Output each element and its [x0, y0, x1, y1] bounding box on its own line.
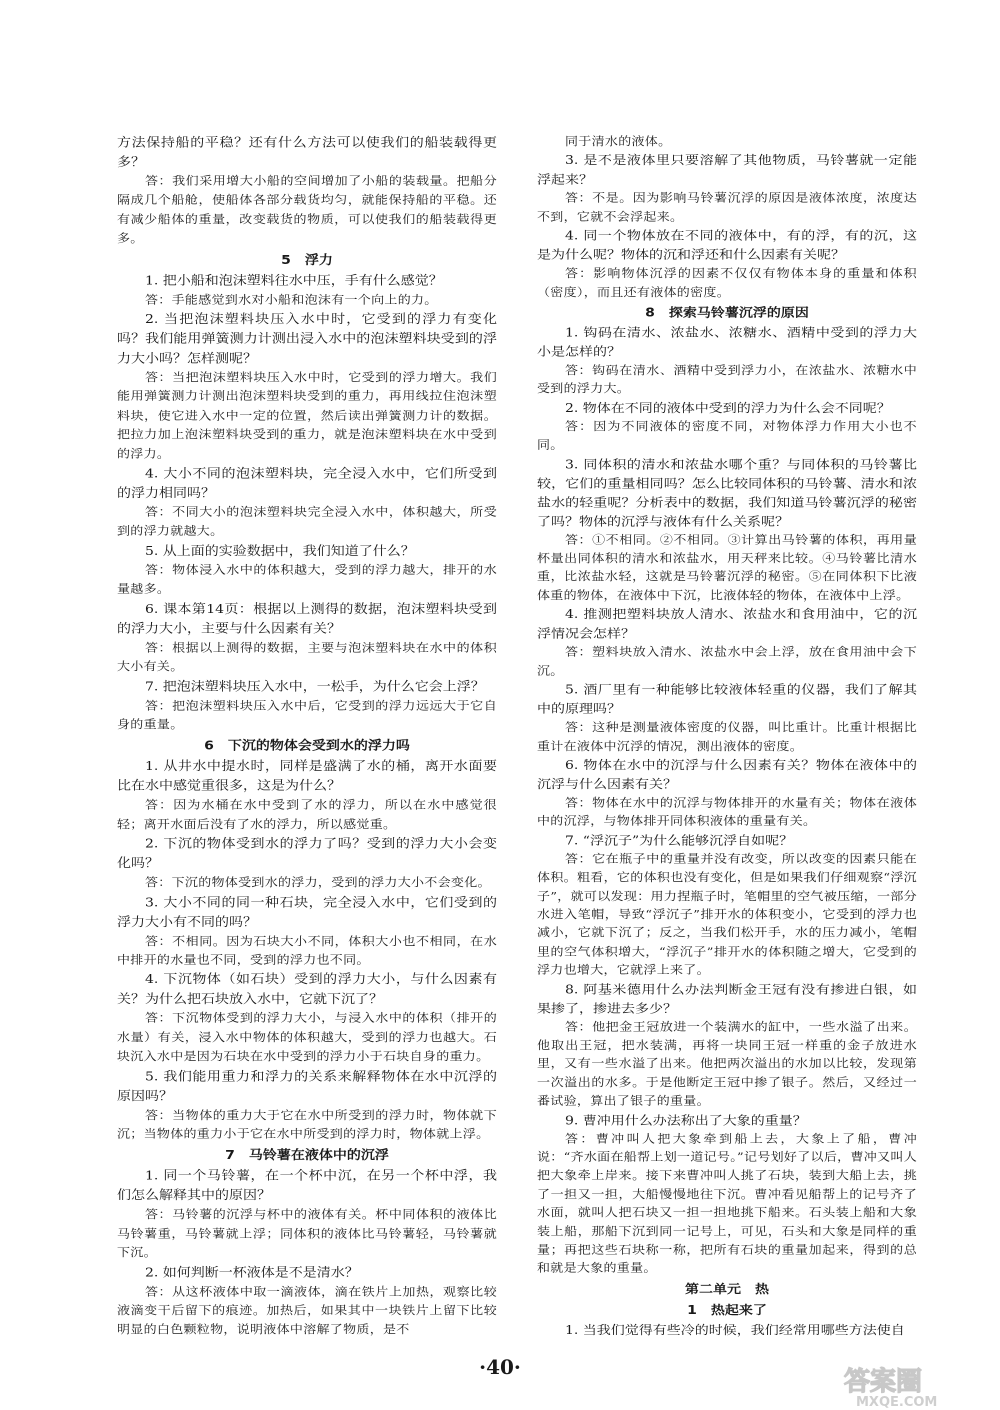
question-text: 3. 是不是液体里只要溶解了其他物质，马铃薯就一定能浮起来？ — [537, 154, 917, 188]
answer-text: 答：当把泡沫塑料块压入水中时，它受到的浮力增大。我们能用弹簧测力计测出泡沫塑料块受到的重力，再用线拉住泡沫塑料块，使它进入水中一定的位置，然后读出弹簧测力计的数据。把拉力加上泡沫塑料块受到的重力，就是泡沫塑料块在水中受到的浮力。 — [117, 371, 497, 461]
question-text: 2. 如何判断一杯液体是不是清水？ — [145, 1265, 359, 1280]
answer-text: 答：不相同。因为石块大小不同，体积大小也不相同，在水中排开的水量也不同，受到的浮力也不同。 — [117, 934, 497, 968]
answer-text: 答：物体在水中的沉浮与物体排开的水量有关；物体在液体中的沉浮，与物体排开同体积液体的重量有关。 — [537, 796, 917, 829]
section-heading: 第二单元 热 — [685, 1282, 769, 1297]
question-text: 8. 阿基米德用什么办法判断金王冠有没有掺进白银，如果掺了，掺进去多少？ — [537, 982, 917, 1016]
question-text: 6. 物体在水中的沉浮与什么因素有关？物体在液体中的沉浮与什么因素有关？ — [537, 758, 917, 792]
answer-text: 答：从这杯液体中取一滴液体，滴在铁片上加热，观察比较液滴变干后留下的痕迹。加热后，如果其中一块铁片上留下比较明显的白色颗粒物，说明液体中溶解了物质，是不 — [117, 1285, 497, 1337]
question-text: 1. 从井水中提水时，同样是盛满了水的桶，离开水面要比在水中感觉重很多，这是为什么？ — [117, 759, 497, 794]
section-heading: 5 浮力 — [281, 253, 333, 268]
section-heading: 7 马铃薯在液体中的沉浮 — [225, 1148, 389, 1163]
question-text: 5. 我们能用重力和浮力的关系来解释物体在水中沉浮的原因吗？ — [117, 1069, 497, 1104]
answer-text: 答：①不相同。②不相同。③计算出马铃薯的体积，再用量杯量出同体积的清水和浓盐水，用天秤来比较。④马铃薯比清水重，比浓盐水轻，这就是马铃薯沉浮的秘密。⑤在同体积下比液体重的物体，在液体中下沉，比液体轻的物体，在液体中上浮。 — [537, 533, 917, 603]
answer-text: 答：当物体的重力大于它在水中所受到的浮力时，物体就下沉；当物体的重力小于它在水中所受到的浮力时，物体就上浮。 — [117, 1108, 497, 1142]
watermark-site: MXQE.COM — [856, 1395, 938, 1410]
answer-text: 答：影响物体沉浮的因素不仅仅有物体本身的重量和体积（密度），而且还有液体的密度。 — [537, 267, 917, 300]
question-text: 4. 大小不同的泡沫塑料块，完全浸入水中，它们所受到的浮力相同吗？ — [117, 466, 497, 501]
answer-text: 同于清水的液体。 — [565, 135, 672, 149]
watermark-logo — [840, 1360, 1000, 1410]
answer-text: 答：因为水桶在水中受到了水的浮力，所以在水中感觉很轻；离开水面后没有了水的浮力，所以感觉重。 — [117, 798, 497, 832]
section-heading: 6 下沉的物体会受到水的浮力吗 — [204, 739, 410, 754]
question-text: 4. 同一个物体放在不同的液体中，有的浮，有的沉，这是为什么呢？物体的沉和浮还和什么因素有关呢？ — [537, 229, 917, 263]
question-text: 6. 课本第14页：根据以上测得的数据，泡沫塑料块受到的浮力大小，主要与什么因素有关？ — [117, 601, 497, 636]
question-text: 5. 从上面的实验数据中，我们知道了什么？ — [145, 544, 415, 559]
question-text: 1. 当我们觉得有些冷的时候，我们经常用哪些方法使自 — [565, 1323, 905, 1338]
question-text: 7. “浮沉子”为什么能够沉浮自如呢？ — [565, 833, 794, 848]
watermark-title: 答案圈 — [844, 1367, 923, 1397]
answer-text: 答：我们采用增大小船的空间增加了小船的装载量。把船分隔成几个船舱，使船体各部分载货均匀，就能保持船的平稳。还有减少船体的重量，改变载货的物质，可以使我们的船装载得更多。 — [117, 174, 497, 246]
question-text: 1. 钩码在清水、浓盐水、浓糖水、酒精中受到的浮力大小是怎样的？ — [537, 326, 917, 360]
section-heading: 1 热起来了 — [687, 1303, 767, 1318]
answer-text: 答：它在瓶子中的重量并没有改变，所以改变的因素只能在体积。粗看，它的体积也没有变化，但是如果我们仔细观察“浮沉子”，就可以发现：用力捏瓶子时，笔帽里的空气被压缩，一部分水进入笔帽，导致“浮沉子”排开水的体积变小，它受到的浮力也减小，它就下沉了；反之，当我们松开手，水的压力减小，笔帽里的空气体积增大，“浮沉子”排开水的体积随之增大，它受到的浮力也增大，它就浮上来了。 — [537, 852, 917, 978]
answer-text: 答：塑料块放入清水、浓盐水中会上浮，放在食用油中会下沉。 — [537, 646, 917, 678]
answer-text: 答：不是。因为影响马铃薯沉浮的原因是液体浓度，浓度达不到，它就不会浮起来。 — [537, 192, 917, 224]
question-text: 2. 物体在不同的液体中受到的浮力为什么会不同呢？ — [565, 401, 891, 416]
question-text: 1. 把小船和泡沫塑料往水中压，手有什么感觉？ — [145, 273, 443, 288]
answer-text: 答：手能感觉到水对小船和泡沫有一个向上的力。 — [145, 293, 438, 307]
answer-text: 答：下沉的物体受到水的浮力，受到的浮力大小不会变化。 — [145, 876, 491, 890]
answer-text: 答：钩码在清水、酒精中受到浮力小，在浓盐水、浓糖水中受到的浮力大。 — [537, 364, 917, 396]
answer-text: 答：不同大小的泡沫塑料块完全浸入水中，体积越大，所受到的浮力就越大。 — [117, 505, 497, 539]
answer-text: 答：根据以上测得的数据，主要与泡沫塑料块在水中的体积大小有关。 — [117, 641, 497, 674]
question-text: 4. 下沉物体（如石块）受到的浮力大小，与什么因素有关？为什么把石块放入水中，它就下沉了？ — [117, 972, 497, 1007]
answer-text: 答：这种是测量液体密度的仪器，叫比重计。比重计根据比重计在液体中沉浮的情况，测出液体的密度。 — [537, 721, 917, 753]
section-heading: 8 探索马铃薯沉浮的原因 — [645, 306, 809, 321]
question-text: 3. 大小不同的同一种石块，完全浸入水中，它们受到的浮力大小有不同的吗？ — [117, 895, 497, 930]
answer-text: 答：曹冲叫人把大象牵到船上去，大象上了船，曹冲说：“齐水面在船帮上划一道记号。”记号划好了以后，曹冲又叫人把大象牵上岸来。接下来曹冲叫人挑了石块，装到大船上去，挑了一担又一担，大船慢慢地往下沉。曹冲看见船帮上的记号齐了水面，就叫人把石块又一担一担地挑下船来。石头装上船和大象装上船，那船下沉到同一记号上，可见，石头和大象是同样的重量；再把这些石块称一称，把所有石块的重量加起来，得到的总和就是大象的重量。 — [537, 1132, 917, 1276]
question-text: 7. 把泡沫塑料块压入水中，一松手，为什么它会上浮？ — [145, 679, 485, 694]
answer-text: 答：物体浸入水中的体积越大，受到的浮力越大，排开的水量越多。 — [117, 563, 497, 597]
question-text: 1. 同一个马铃薯，在一个杯中沉，在另一个杯中浮，我们怎么解释其中的原因？ — [117, 1169, 497, 1203]
question-text: 9. 曹冲用什么办法称出了大象的重量？ — [565, 1113, 807, 1128]
question-text: 2. 下沉的物体受到水的浮力了吗？受到的浮力大小会变化吗？ — [117, 836, 497, 871]
question-text: 5. 酒厂里有一种能够比较液体轻重的仪器，我们了解其中的原理吗？ — [537, 683, 917, 717]
answer-text: 答：下沉物体受到的浮力大小，与浸入水中的体积（排开的水量）有关，浸入水中物体的体积越大，受到的浮力也越大。石块沉入水中是因为石块在水中受到的浮力小于石块自身的重力。 — [117, 1012, 497, 1064]
answer-text: 答：他把金王冠放进一个装满水的缸中，一些水溢了出来。他取出王冠，把水装满，再将一块同王冠一样重的金子放进水里，又有一些水溢了出来。他把两次溢出的水加以比较，发现第一次溢出的水多。于是他断定王冠中掺了银子。然后，又经过一番试验，算出了银子的重量。 — [537, 1020, 917, 1108]
page-number: ·40· — [479, 1355, 521, 1379]
answer-text: 答：把泡沫塑料块压入水中后，它受到的浮力远远大于它自身的重量。 — [117, 699, 497, 732]
left-column — [117, 133, 497, 1340]
answer-text: 答：因为不同液体的密度不同，对物体浮力作用大小也不同。 — [537, 420, 917, 453]
question-text: 3. 同体积的清水和浓盐水哪个重？与同体积的马铃薯比较，它们的重量相同吗？怎么比较同体积的马铃薯、清水和浓盐水的轻重呢？分析表中的数据，我们知道马铃薯沉浮的秘密了吗？物体的沉浮与液体有什么关系呢？ — [537, 457, 917, 529]
question-text: 2. 当把泡沫塑料块压入水中时，它受到的浮力有变化吗？我们能用弹簧测力计测出浸入水中的泡沫塑料块受到的浮力大小吗？怎样测呢？ — [117, 312, 497, 366]
right-column — [537, 133, 917, 1340]
answer-text: 答：马铃薯的沉浮与杯中的液体有关。杯中同体积的液体比马铃薯重，马铃薯就上浮；同体积的液体比马铃薯轻，马铃薯就下沉。 — [117, 1208, 497, 1260]
question-text: 4. 推测把塑料块放人清水、浓盐水和食用油中，它的沉浮情况会怎样？ — [537, 608, 917, 642]
question-text: 方法保持船的平稳？还有什么方法可以使我们的船装载得更多？ — [117, 135, 497, 170]
